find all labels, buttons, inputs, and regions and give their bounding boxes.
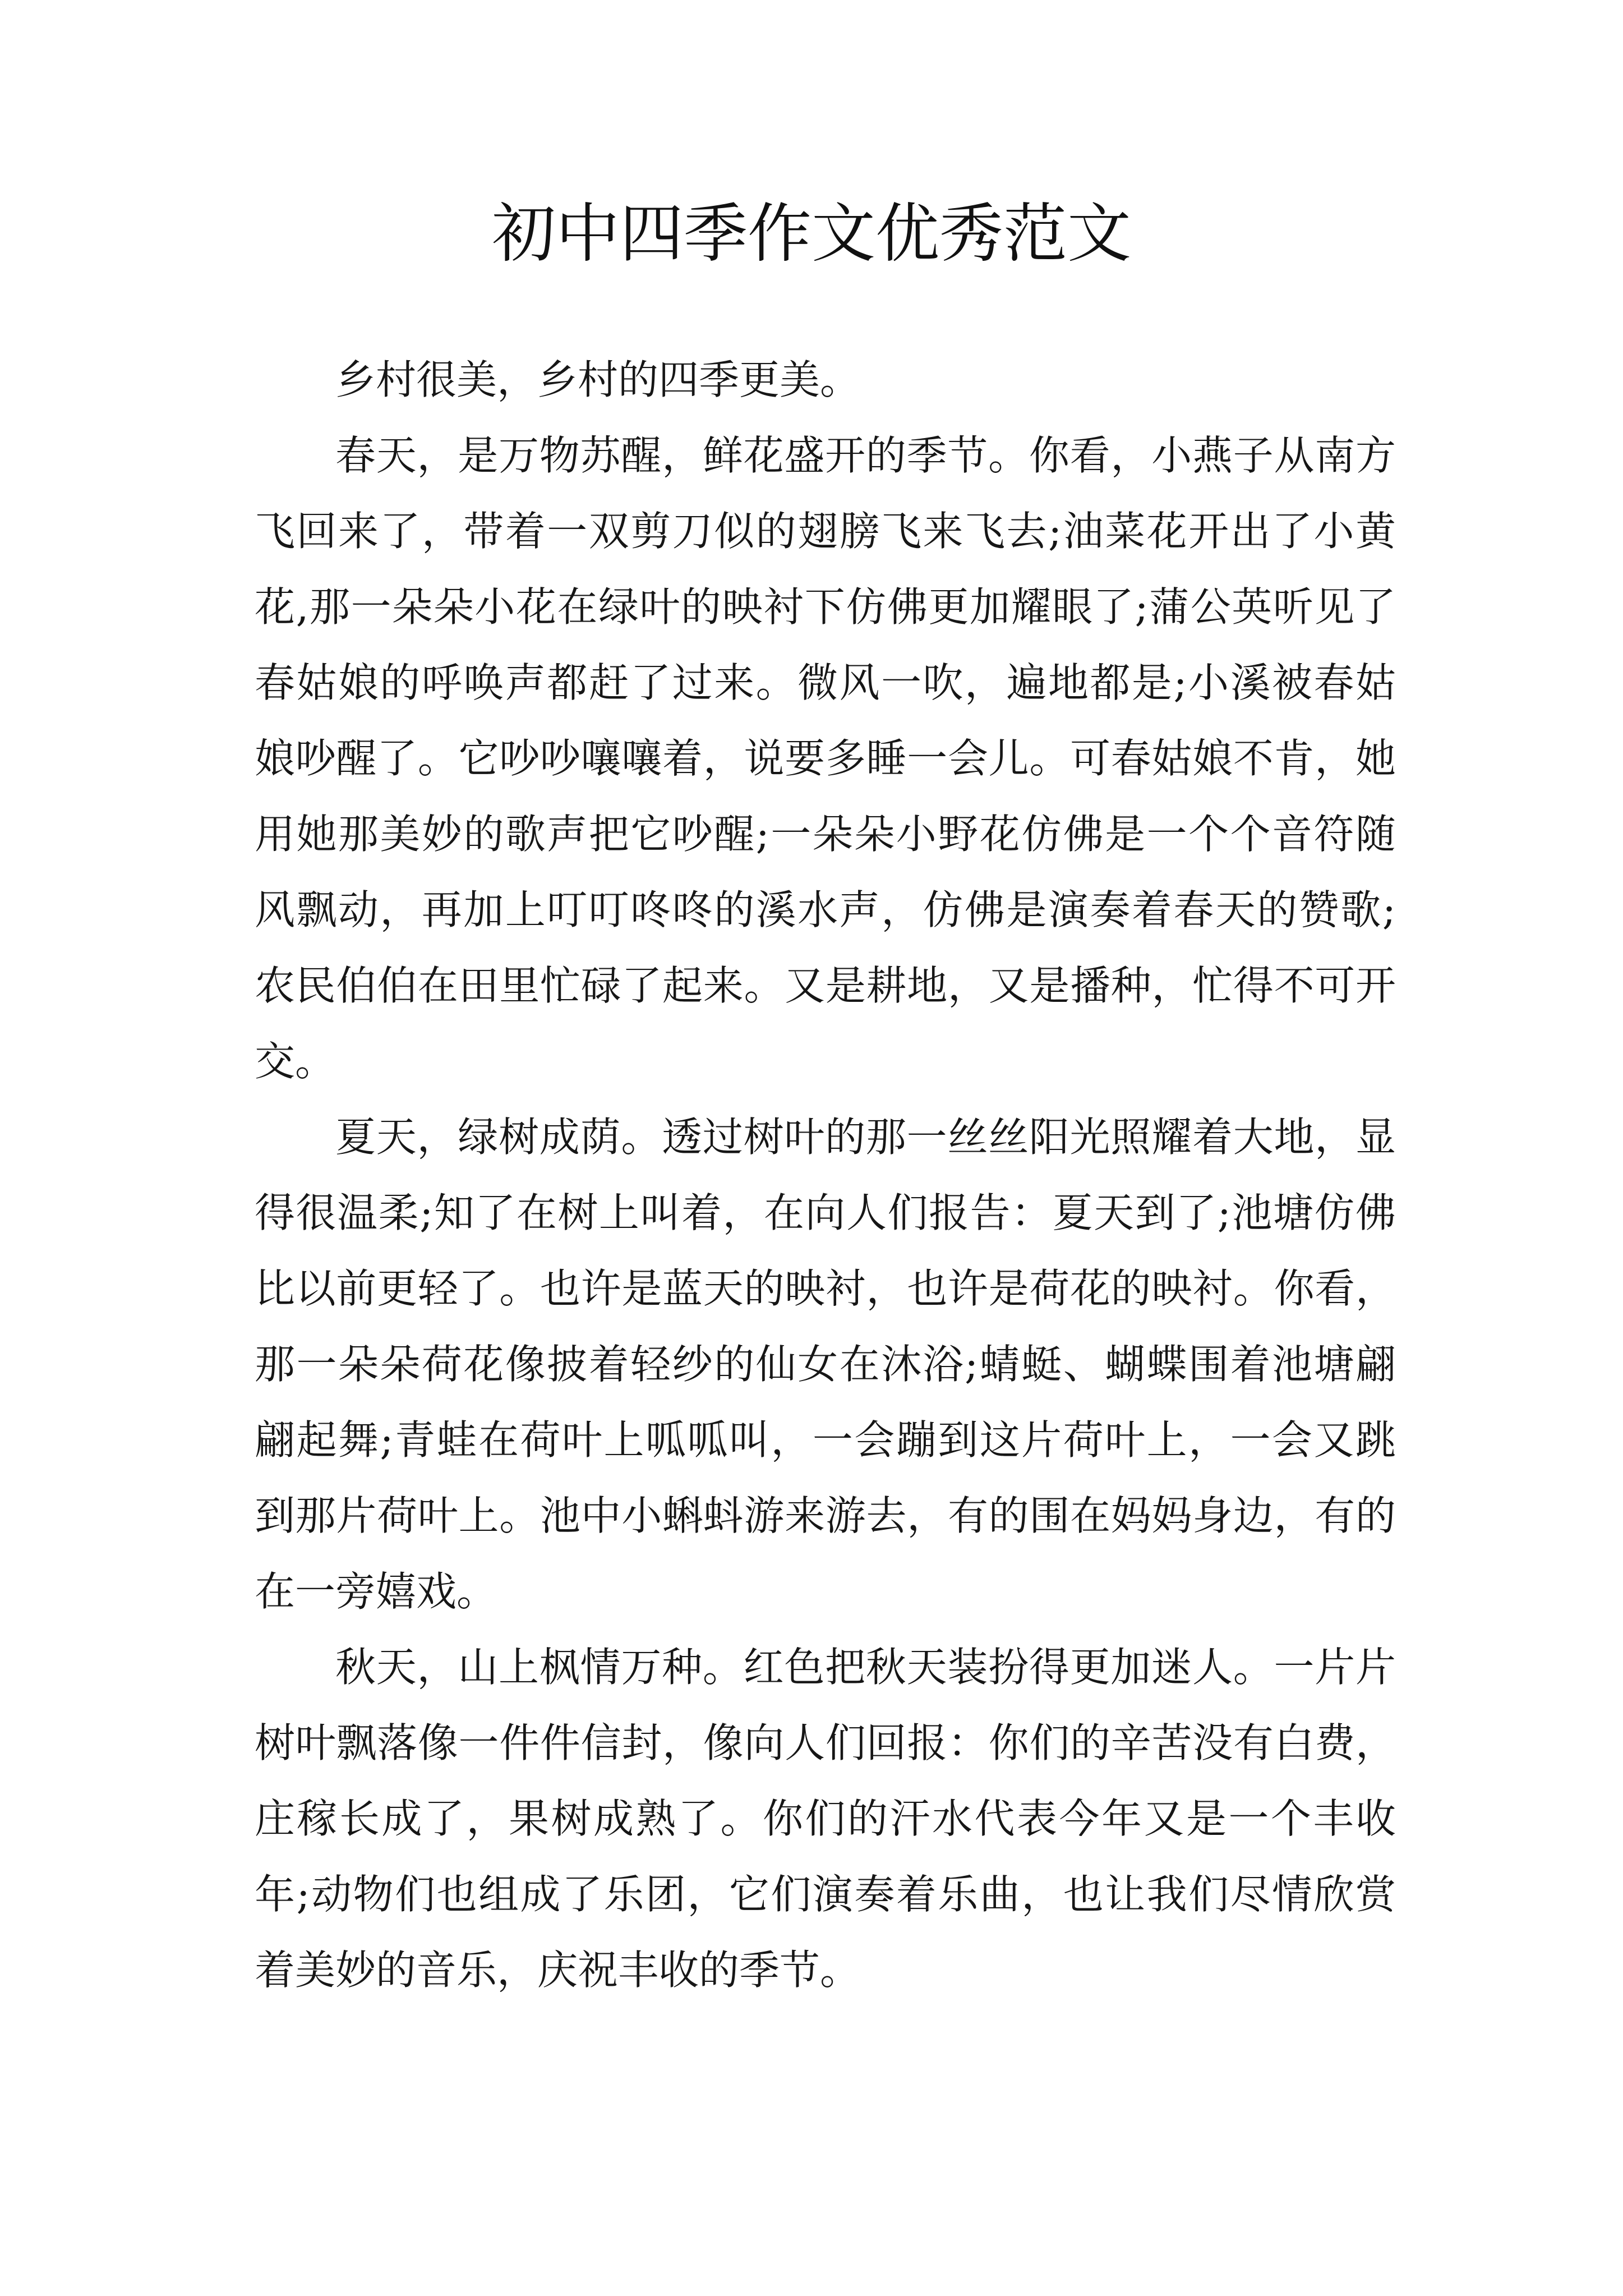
paragraph-autumn: 秋天，山上枫情万种。红色把秋天装扮得更加迷人。一片片树叶飘落像一件件信封，像向人们回报：你们的辛苦没有白费，庄稼长成了，果树成熟了。你们的汗水代表今年又是一个丰收年;动物们也组成了乐团，它们演奏着乐曲，也让我们尽情欣赏着美妙的音乐，庆祝丰收的季节。 (255, 1644, 1396, 1994)
document-body (255, 342, 1396, 2008)
paragraph-intro: 乡村很美，乡村的四季更美。 (335, 356, 861, 403)
paragraph-spring: 春天，是万物苏醒，鲜花盛开的季节。你看，小燕子从南方飞回来了，带着一双剪刀似的翅膀飞来飞去;油菜花开出了小黄花,那一朵朵小花在绿叶的映衬下仿佛更加耀眼了;蒲公英听见了春姑娘的呼唤声都赶了过来。微风一吹，遍地都是;小溪被春姑娘吵醒了。它吵吵嚷嚷着，说要多睡一会儿。可春姑娘不肯，她用她那美妙的歌声把它吵醒;一朵朵小野花仿佛是一个个音符随风飘动，再加上叮叮咚咚的溪水声，仿佛是演奏着春天的赞歌;农民伯伯在田里忙碌了起来。又是耕地，又是播种，忙得不可开交。 (255, 432, 1396, 1085)
paragraph-summer: 夏天，绿树成荫。透过树叶的那一丝丝阳光照耀着大地，显得很温柔;知了在树上叫着，在向人们报告：夏天到了;池塘仿佛比以前更轻了。也许是蓝天的映衬，也许是荷花的映衬。你看，那一朵朵荷花像披着轻纱的仙女在沐浴;蜻蜓、蝴蝶围着池塘翩翩起舞;青蛙在荷叶上呱呱叫，一会蹦到这片荷叶上，一会又跳到那片荷叶上。池中小蝌蚪游来游去，有的围在妈妈身边，有的在一旁嬉戏。 (255, 1114, 1396, 1615)
document-title: 初中四季作文优秀范文 (491, 196, 1131, 271)
